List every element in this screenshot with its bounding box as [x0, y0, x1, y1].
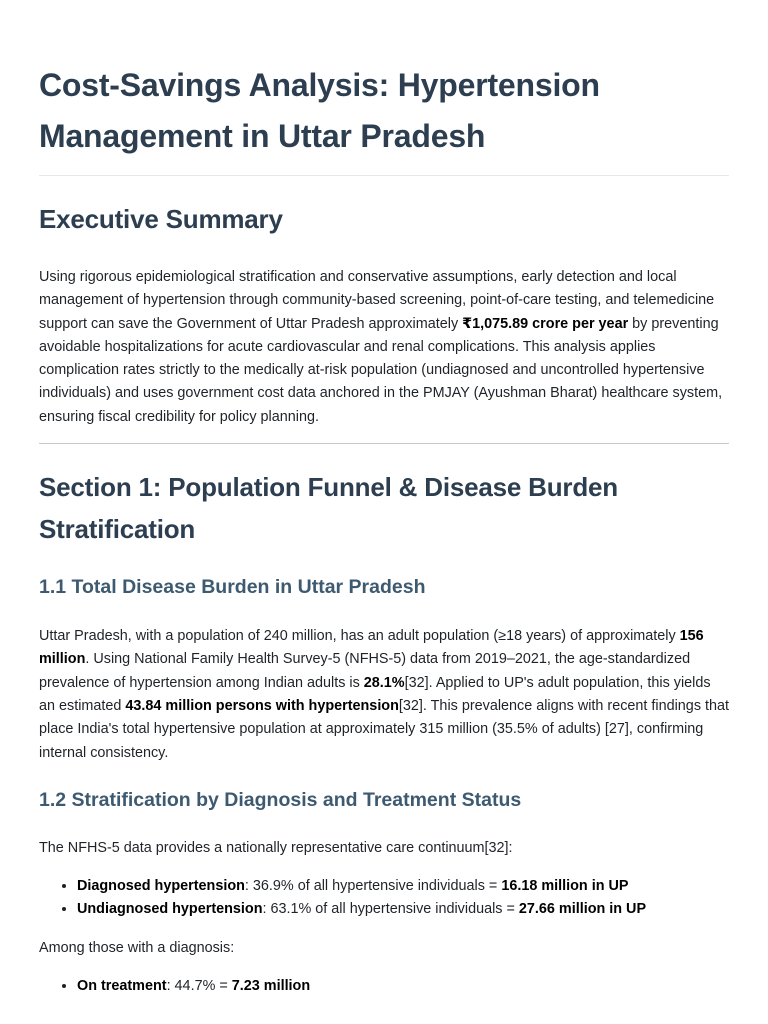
savings-figure: ₹1,075.89 crore per year — [462, 315, 629, 332]
subsection-1-2-heading: 1.2 Stratification by Diagnosis and Treatment Status — [39, 788, 522, 811]
subsection-1-1-heading: 1.1 Total Disease Burden in Uttar Pradesh — [39, 576, 426, 599]
diagnosis-list — [39, 875, 729, 921]
list-item: • Undiagnosed hypertension: 63.1% of all hypertensive individuals = 27.66 million in UP — [77, 898, 729, 921]
care-continuum-intro: The NFHS-5 data provides a nationally representative care continuum[32]: — [39, 839, 513, 856]
title-divider — [39, 175, 729, 176]
diagnosis-intro: Among those with a diagnosis: — [39, 940, 235, 957]
section-1-heading: Section 1: Population Funnel & Disease Burden Stratification — [39, 472, 618, 545]
list-item: • On treatment: 44.7% = 7.23 million — [77, 975, 729, 998]
section-divider — [39, 443, 729, 444]
treatment-list — [39, 975, 729, 998]
list-item: • Diagnosed hypertension: 36.9% of all hypertensive individuals = 16.18 million in UP — [77, 875, 729, 898]
executive-summary-heading: Executive Summary — [39, 204, 283, 234]
executive-summary-paragraph: Using rigorous epidemiological stratification and conservative assumptions, early detection and local management of hypertension through community-based screening, point-of-care testing, and telemedicine support can save the Government of Uttar Pradesh approximately ₹1,075.89 crore per year by preventing avoidable hospitalizations for acute cardiovascular and renal complications. This analysis applies complication rates strictly to the medically at-risk population (undiagnosed and uncontrolled hypertensive individuals) and uses government cost data anchored in the PMJAY (Ayushman Bharat) healthcare system, ensuring fiscal credibility for policy planning. — [39, 269, 723, 425]
disease-burden-paragraph: Uttar Pradesh, with a population of 240 million, has an adult population (≥18 years) of approximately 156 million. Using National Family Health Survey-5 (NFHS-5) data from 2019–2021, the age-standardized prevalence of hypertension among Indian adults is 28.1%[32]. Applied to UP's adult population, this yields an estimated 43.84 million persons with hypertension[32]. This prevalence aligns with recent findings that place India's total hypertensive population at approximately 315 million (35.5% of adults) [27], confirming internal consistency. — [39, 628, 730, 761]
page-title: Cost-Savings Analysis: Hypertension Management in Uttar Pradesh — [39, 67, 600, 154]
